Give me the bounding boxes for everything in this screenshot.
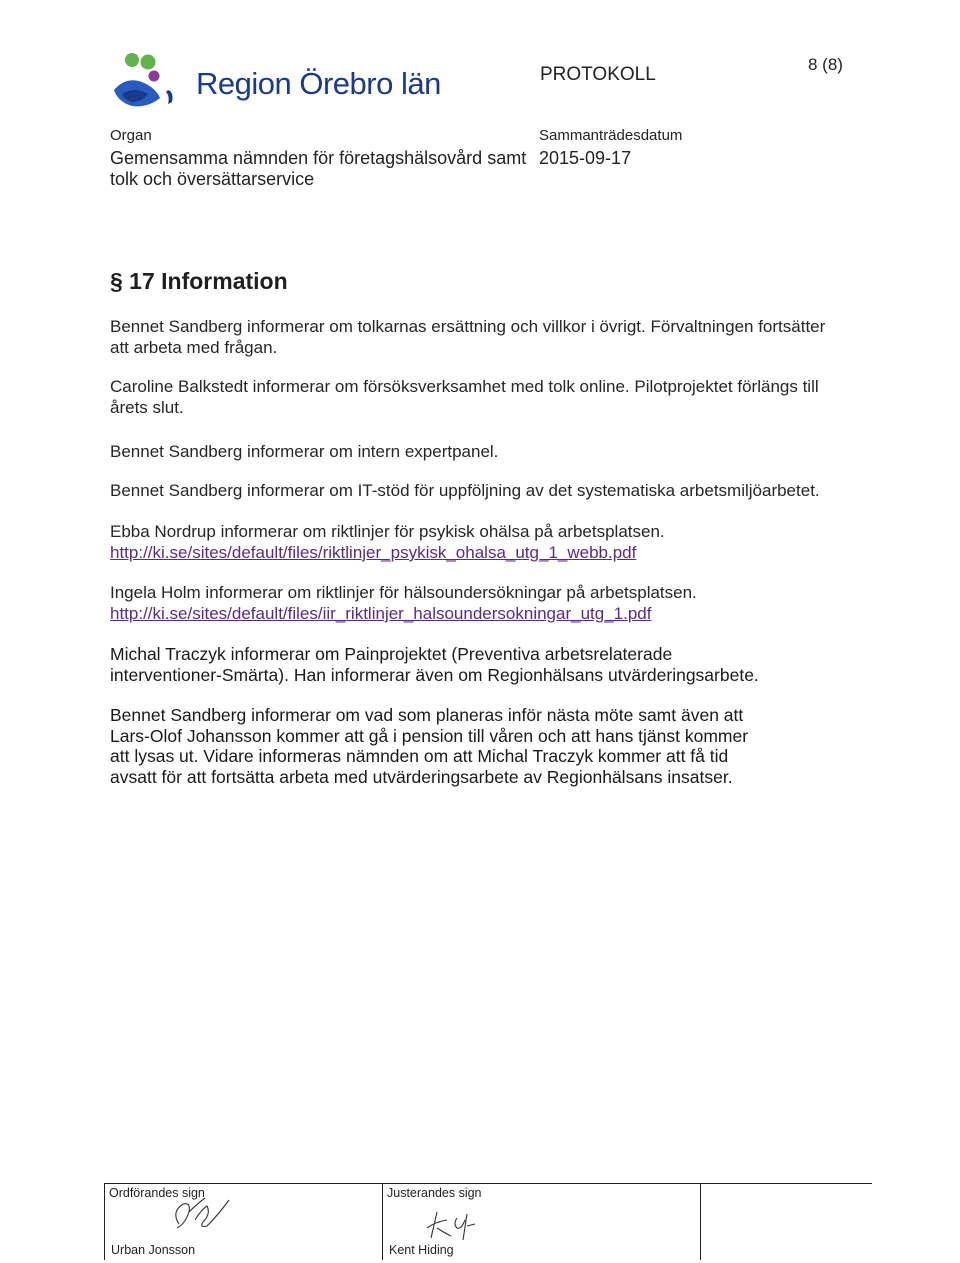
paragraph-line: Ebba Nordrup informerar om riktlinjer för psykisk ohälsa på arbetsplatsen. xyxy=(110,522,665,541)
paragraph-line: årets slut. xyxy=(110,398,184,417)
paragraph-line: Michal Traczyk informerar om Painprojektet (Preventiva arbetsrelaterade xyxy=(110,644,673,664)
paragraph xyxy=(110,376,870,418)
paragraph-line: Bennet Sandberg informerar om intern expertpanel. xyxy=(110,442,499,461)
paragraph-line: Ingela Holm informerar om riktlinjer för hälsoundersökningar på arbetsplatsen. xyxy=(110,583,697,602)
paragraph xyxy=(110,441,870,462)
empty-signature-cell xyxy=(700,1184,873,1260)
riktlinjer-psykisk-ohalsa-link[interactable]: http://ki.se/sites/default/files/riktlinjer_psykisk_ohalsa_utg_1_webb.pdf xyxy=(110,543,637,562)
paragraph xyxy=(110,316,870,358)
document-type: PROTOKOLL xyxy=(540,64,656,85)
chair-name: Urban Jonsson xyxy=(111,1243,196,1257)
paragraph-line: Lars-Olof Johansson kommer att gå i pension till våren och att hans tjänst kommer xyxy=(110,725,749,746)
paragraph-line: Bennet Sandberg informerar om tolkarnas ersättning och villkor i övrigt. Förvaltningen fortsätter xyxy=(110,317,826,336)
paragraph-line: Caroline Balkstedt informerar om försöksverksamhet med tolk online. Pilotprojektet förlängs till xyxy=(110,377,819,396)
paragraph-line: Bennet Sandberg informerar om IT-stöd för uppföljning av det systematiska arbetsmiljöarbetet. xyxy=(110,481,820,500)
org-name: Region Örebro län xyxy=(196,66,441,101)
page-number: 8 (8) xyxy=(808,55,843,74)
chair-sign-label: Ordförandes sign xyxy=(109,1186,205,1200)
paragraph-line: avsatt för att fortsätta arbeta med utvärderingsarbete av Regionhälsans insatser. xyxy=(110,766,733,787)
paragraph-line: att lysas ut. Vidare informeras nämnden om att Michal Traczyk kommer att få tid xyxy=(110,746,729,766)
date-value: 2015-09-17 xyxy=(539,148,632,168)
organ-label: Organ xyxy=(110,127,152,144)
paragraph xyxy=(110,582,870,624)
section-title: § 17 Information xyxy=(110,268,288,294)
paragraph xyxy=(110,705,870,787)
organ-value-line1: Gemensamma nämnden för företagshälsovård samt xyxy=(110,148,527,168)
paragraph-line: att arbeta med frågan. xyxy=(110,338,278,357)
paragraph xyxy=(110,521,870,563)
adjuster-sign-label: Justerandes sign xyxy=(387,1186,482,1200)
paragraph xyxy=(110,644,870,685)
paragraph xyxy=(110,480,870,501)
paragraph-line: interventioner-Smärta). Han informerar även om Regionhälsans utvärderingsarbete. xyxy=(110,664,759,685)
paragraph-line: Bennet Sandberg informerar om vad som planeras inför nästa möte samt även att xyxy=(110,705,744,725)
signature-table xyxy=(104,1183,872,1260)
organ-value-line2: tolk och översättarservice xyxy=(110,169,315,189)
chair-signature-scribble xyxy=(149,1190,239,1238)
chair-signature-cell xyxy=(104,1184,381,1260)
adjuster-name: Kent Hiding xyxy=(389,1243,454,1257)
adjuster-signature-cell xyxy=(382,1184,699,1260)
riktlinjer-halsoundersokningar-link[interactable]: http://ki.se/sites/default/files/iir_riktlinjer_halsoundersokningar_utg_1.pdf xyxy=(110,604,652,623)
date-label: Sammanträdesdatum xyxy=(539,127,683,144)
region-orebro-logo xyxy=(108,50,188,112)
